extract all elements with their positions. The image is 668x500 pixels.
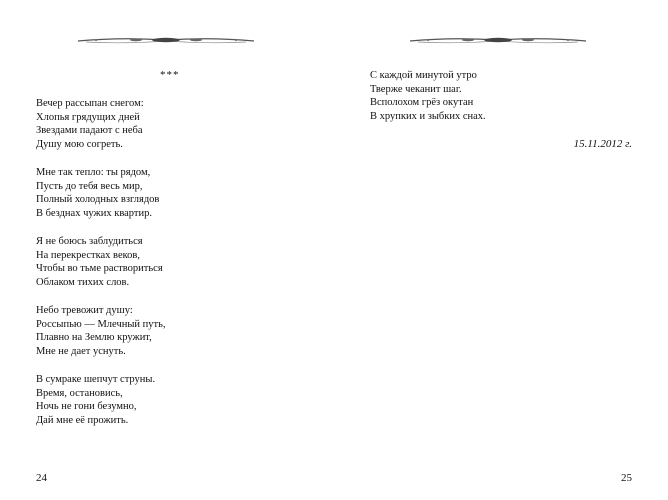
poem-line: Всполохом грёз окутан [370, 97, 474, 109]
poem-line: Мне не дает уснуть. [36, 346, 126, 358]
poem-line: В сумраке шепчут струны. [36, 374, 156, 385]
poem-line: Пусть до тебя весь мир, [36, 180, 143, 192]
page-number: 25 [621, 472, 632, 484]
poem-line: Облаком тихих слов. [36, 277, 130, 289]
poem-line: Вечер рассыпан снегом: [36, 98, 144, 109]
page-number: 24 [36, 472, 47, 484]
right-page [334, 0, 668, 500]
poem-line: Тверже чеканит шаг. [370, 83, 462, 95]
poem-line: Россыпью — Млечный путь, [36, 318, 166, 330]
poem-line: Дай мне её прожить. [36, 415, 129, 427]
stanza [36, 235, 163, 290]
poem-line: Звездами падают с неба [36, 125, 143, 137]
poem-line: С каждой минутой утро [370, 70, 477, 81]
poem-line: Время, остановись, [36, 387, 123, 399]
poem-line: Мне так тепло: ты рядом, [36, 167, 151, 178]
stanza [36, 97, 144, 152]
poem-line: Небо тревожит душу: [36, 305, 133, 316]
poem-line: Душу мою согреть. [36, 139, 123, 151]
stanza-separator: *** [160, 69, 180, 81]
poem-line: Полный холодных взглядов [36, 194, 160, 206]
stanza [36, 166, 159, 221]
stanza [36, 304, 166, 359]
poem-line: Плавно на Землю кружит, [36, 332, 152, 344]
stanza [36, 373, 155, 428]
stanza [370, 69, 486, 124]
poem-line: На перекрестках веков, [36, 249, 141, 261]
poem-line: Хлопья грядущих дней [36, 111, 140, 123]
poem-line: В безднах чужих квартир. [36, 208, 152, 220]
poem-line: В хрупких и зыбких снах. [370, 111, 486, 123]
poem-date: 15.11.2012 г. [573, 138, 632, 150]
poem-line: Я не боюсь заблудиться [36, 236, 143, 247]
header-ornament [76, 34, 256, 46]
header-ornament [408, 34, 588, 46]
poem-line: Чтобы во тьме раствориться [36, 263, 163, 275]
poem-line: Ночь не гони безумно, [36, 401, 137, 413]
